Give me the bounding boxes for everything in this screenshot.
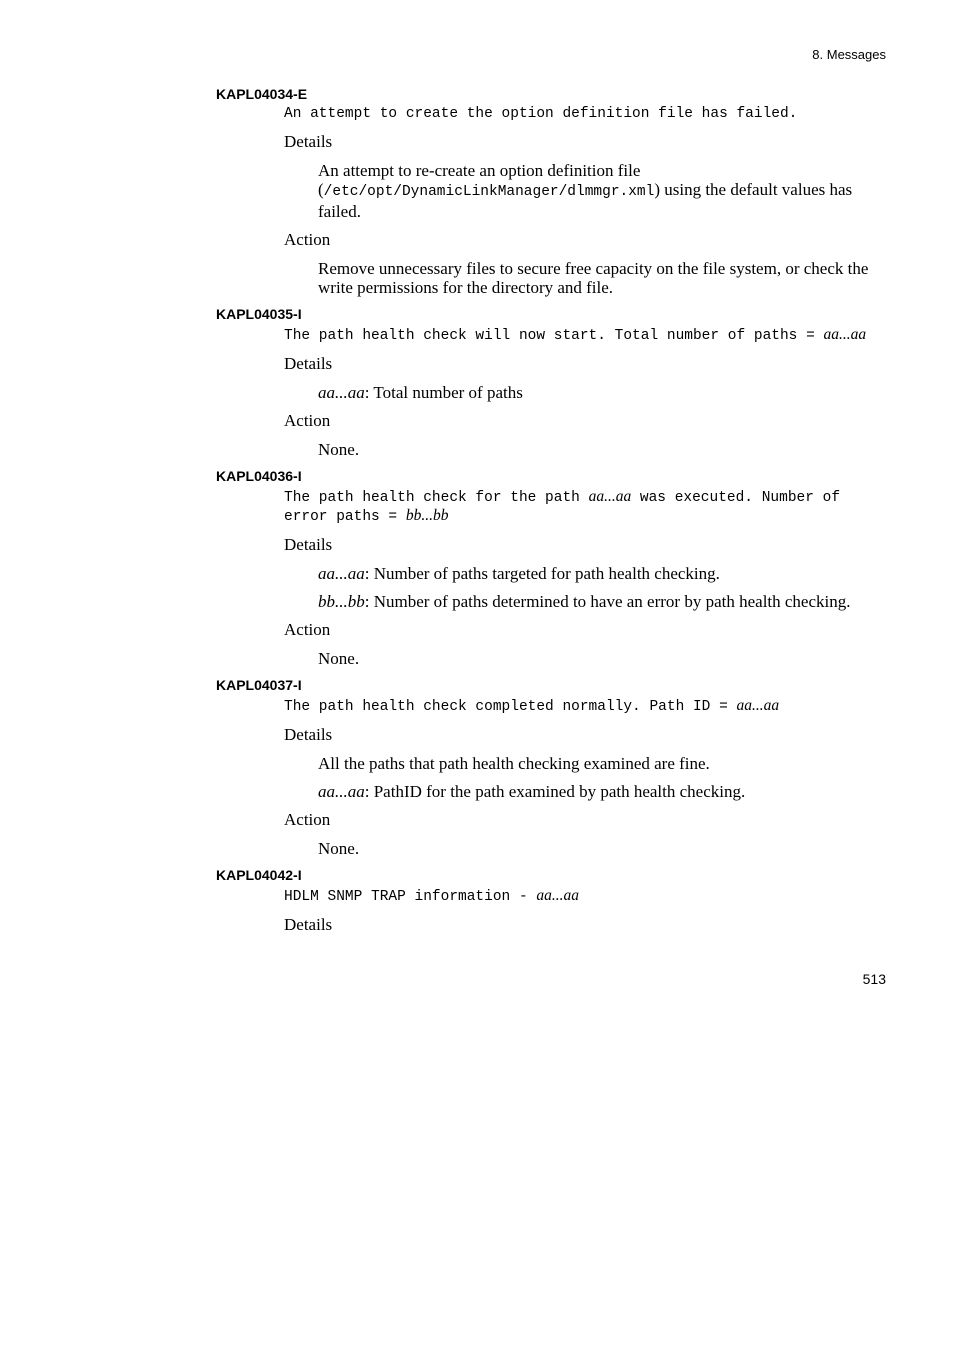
details-heading: Details (284, 132, 333, 151)
action-heading: Action (284, 810, 331, 829)
message-id: KAPL04035-I (216, 306, 302, 322)
details-text: bb...bb: Number of paths determined to have an error by path health checking. (318, 592, 851, 611)
details-text: aa...aa: Number of paths targeted for path health checking. (318, 564, 720, 583)
message-id: KAPL04042-I (216, 867, 302, 883)
details-text: aa...aa: PathID for the path examined by path health checking. (318, 782, 746, 801)
action-text: None. (318, 839, 360, 858)
message-text: The path health check will now start. Total number of paths = aa...aa (284, 326, 867, 344)
action-text: None. (318, 440, 360, 459)
details-text: aa...aa: Total number of paths (318, 383, 523, 402)
message-list (216, 86, 888, 944)
message-text: The path health check for the path aa...aa was executed. Number of error paths = bb...bb (284, 488, 841, 525)
message-text: HDLM SNMP TRAP information - aa...aa (284, 887, 579, 905)
running-header: 8. Messages (812, 47, 886, 62)
action-heading: Action (284, 230, 331, 249)
page-number: 513 (862, 971, 886, 987)
action-heading: Action (284, 411, 331, 430)
message-text: An attempt to create the option definition file has failed. (284, 106, 798, 122)
action-text: None. (318, 649, 360, 668)
message-entry (216, 677, 888, 858)
message-text: The path health check completed normally. Path ID = aa...aa (284, 697, 780, 715)
details-text: All the paths that path health checking examined are fine. (318, 754, 710, 773)
details-text: An attempt to re-create an option definition file (/etc/opt/DynamicLinkManager/dlmmgr.xml) using the default values has failed. (318, 161, 853, 221)
action-text: Remove unnecessary files to secure free capacity on the file system, or check the write permissions for the directory and file. (318, 259, 869, 297)
message-entry (216, 867, 888, 935)
message-entry (216, 468, 888, 668)
details-heading: Details (284, 915, 333, 934)
action-heading: Action (284, 620, 331, 639)
message-id: KAPL04036-I (216, 468, 302, 484)
file-path: /etc/opt/DynamicLinkManager/dlmmgr.xml (323, 184, 655, 200)
message-id: KAPL04037-I (216, 677, 302, 693)
message-id: KAPL04034-E (216, 86, 308, 102)
details-heading: Details (284, 725, 333, 744)
details-heading: Details (284, 535, 333, 554)
message-entry (216, 306, 888, 459)
details-heading: Details (284, 354, 333, 373)
message-entry (216, 86, 888, 297)
